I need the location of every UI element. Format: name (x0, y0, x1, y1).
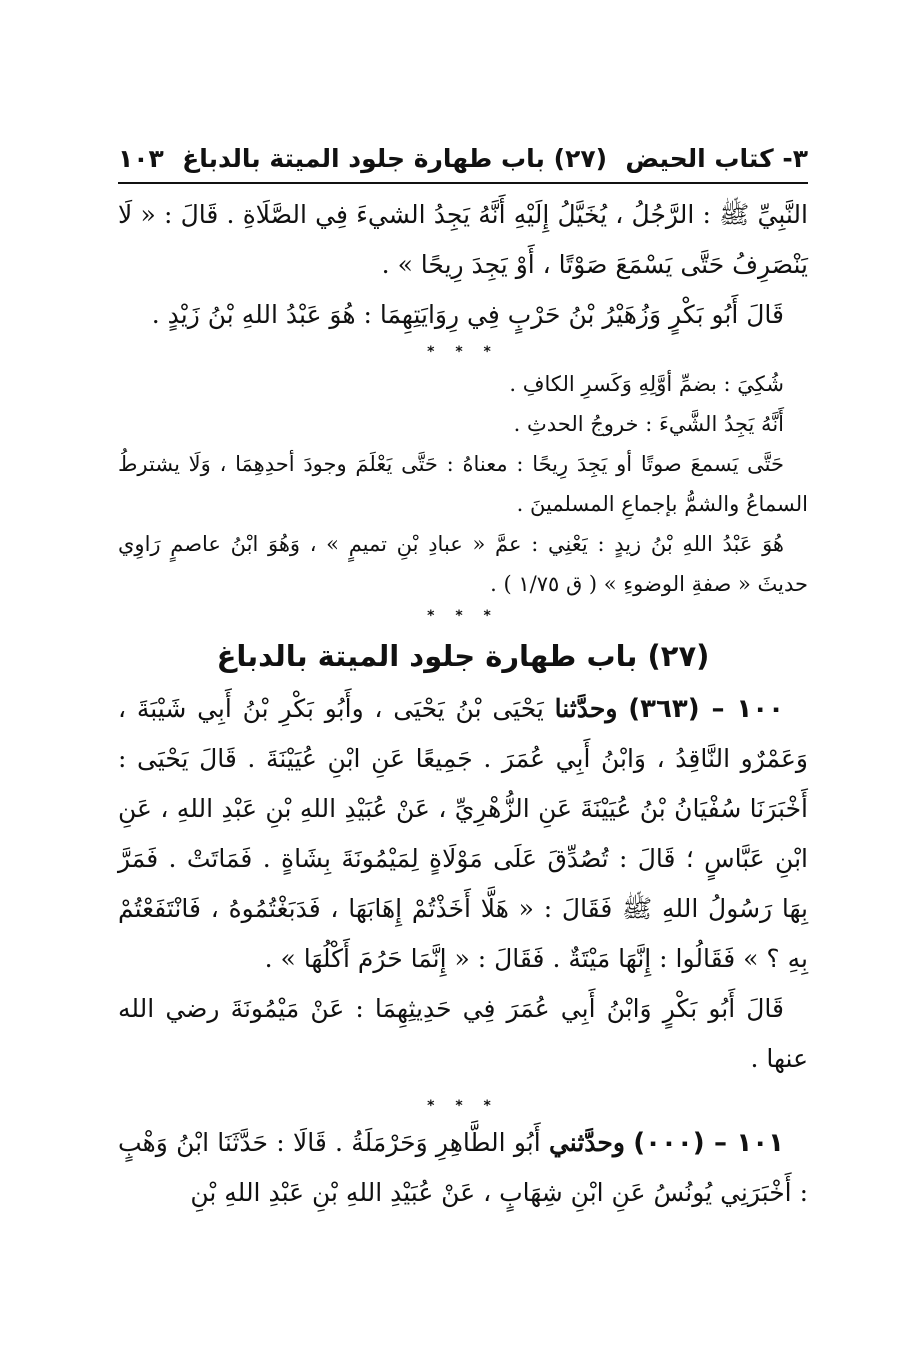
hadith-number: ١٠١ – (٠٠٠) (633, 1128, 784, 1158)
hadith-101 (118, 1118, 808, 1218)
section-heading: (٢٧) باب طهارة جلود الميتة بالدباغ (216, 639, 710, 673)
running-header (118, 138, 808, 178)
commentary-note: أَنَّهُ يَجِدُ الشَّيءَ : خروجُ الحدثِ . (513, 412, 784, 436)
hadith-intro: وحدَّثنا (554, 694, 618, 723)
commentary-note: شُكِيَ : بضمِّ أوَّلِهِ وَكَسرِ الكافِ . (509, 372, 784, 396)
hadith-intro: وحدَّثني (548, 1128, 625, 1157)
page-body (118, 190, 808, 1218)
chapter-title: ٣- كتاب الحيض (625, 143, 808, 173)
separator-stars: * * * (427, 344, 499, 360)
hadith-text: أَبُو الطَّاهِرِ وَحَرْمَلَةُ . قَالَا : حَدَّثَنَا ابْنُ وَهْبٍ : أَخْبَرَنِي يُونُسُ عَنِ ابْنِ شِهَابٍ ، عَنْ عُبَيْدِ اللهِ بْنِ عَبْدِ اللهِ بْنِ (118, 1128, 808, 1207)
commentary-note: هُوَ عَبْدُ اللهِ بْنُ زيدٍ : يَعْنِي : عمَّ « عبادِ بْنِ تميمٍ » ، وَهُوَ ابْنُ عاصمٍ رَاوِي حديثَ « صفةِ الوضوءِ » ( ق ١/٧٥ ) . (118, 532, 808, 596)
hadith-continuation: النَّبِيِّ ﷺ : الرَّجُلُ ، يُخَيَّلُ إِلَيْهِ أَنَّهُ يَجِدُ الشيءَ فِي الصَّلَاةِ . قَالَ : « لَا يَنْصَرِفُ حَتَّى يَسْمَعَ صَوْتًا ، أَوْ يَجِدَ رِيحًا » . (118, 200, 808, 279)
hadith-remark: قَالَ أَبُو بَكْرٍ وَابْنُ أَبِي عُمَرَ فِي حَدِيثِهِمَا : عَنْ مَيْمُونَةَ رضي الله عنها . (118, 994, 808, 1073)
hadith-100 (118, 684, 808, 984)
header-rule (118, 182, 808, 184)
narrator-note: قَالَ أَبُو بَكْرٍ وَزُهَيْرُ بْنُ حَرْبٍ فِي رِوَايَتِهِمَا : هُوَ عَبْدُ اللهِ بْنُ زَيْدٍ . (151, 300, 784, 329)
hadith-text: يَحْيَى بْنُ يَحْيَى ، وأَبُو بَكْرِ بْنُ أَبِي شَيْبَةَ ، وَعَمْرٌو النَّاقِدُ ، وَابْنُ أَبِي عُمَرَ . جَمِيعًا عَنِ ابْنِ عُيَيْنَةَ . قَالَ يَحْيَى : أَخْبَرَنَا سُفْيَانُ بْنُ عُيَيْنَةَ عَنِ الزُّهْرِيِّ ، عَنْ عُبَيْدِ اللهِ بْنِ عَبْدِ اللهِ ، عَنِ ابْنِ عَبَّاسٍ ؛ قَالَ : تُصُدِّقَ عَلَى مَوْلَاةٍ لِمَيْمُونَةَ بِشَاةٍ . فَمَاتَتْ . فَمَرَّ بِهَا رَسُولُ اللهِ ﷺ فَقَالَ : « هَلَّا أَخَذْتُمْ إِهَابَهَا ، فَدَبَغْتُمُوهُ ، فَانْتَفَعْتُمْ بِهِ ؟ » فَقَالُوا : إِنَّهَا مَيْتَةٌ . فَقَالَ : « إِنَّمَا حَرُمَ أَكْلُهَا » . (118, 694, 808, 973)
hadith-number: ١٠٠ – (٣٦٣) (628, 694, 784, 724)
section-header: (٢٧) باب طهارة جلود الميتة بالدباغ (182, 143, 608, 173)
separator-stars: * * * (427, 608, 499, 624)
separator-stars: * * * (427, 1098, 499, 1114)
commentary-note: حَتَّى يَسمعَ صوتًا أو يَجِدَ رِيحًا : معناهُ : حَتَّى يَعْلَمَ وجودَ أحدِهِمَا ، وَلَا يشترطُ السماعُ والشمُّ بإجماعِ المسلمينَ . (118, 452, 808, 516)
page-number: ١٠٣ (118, 143, 164, 173)
